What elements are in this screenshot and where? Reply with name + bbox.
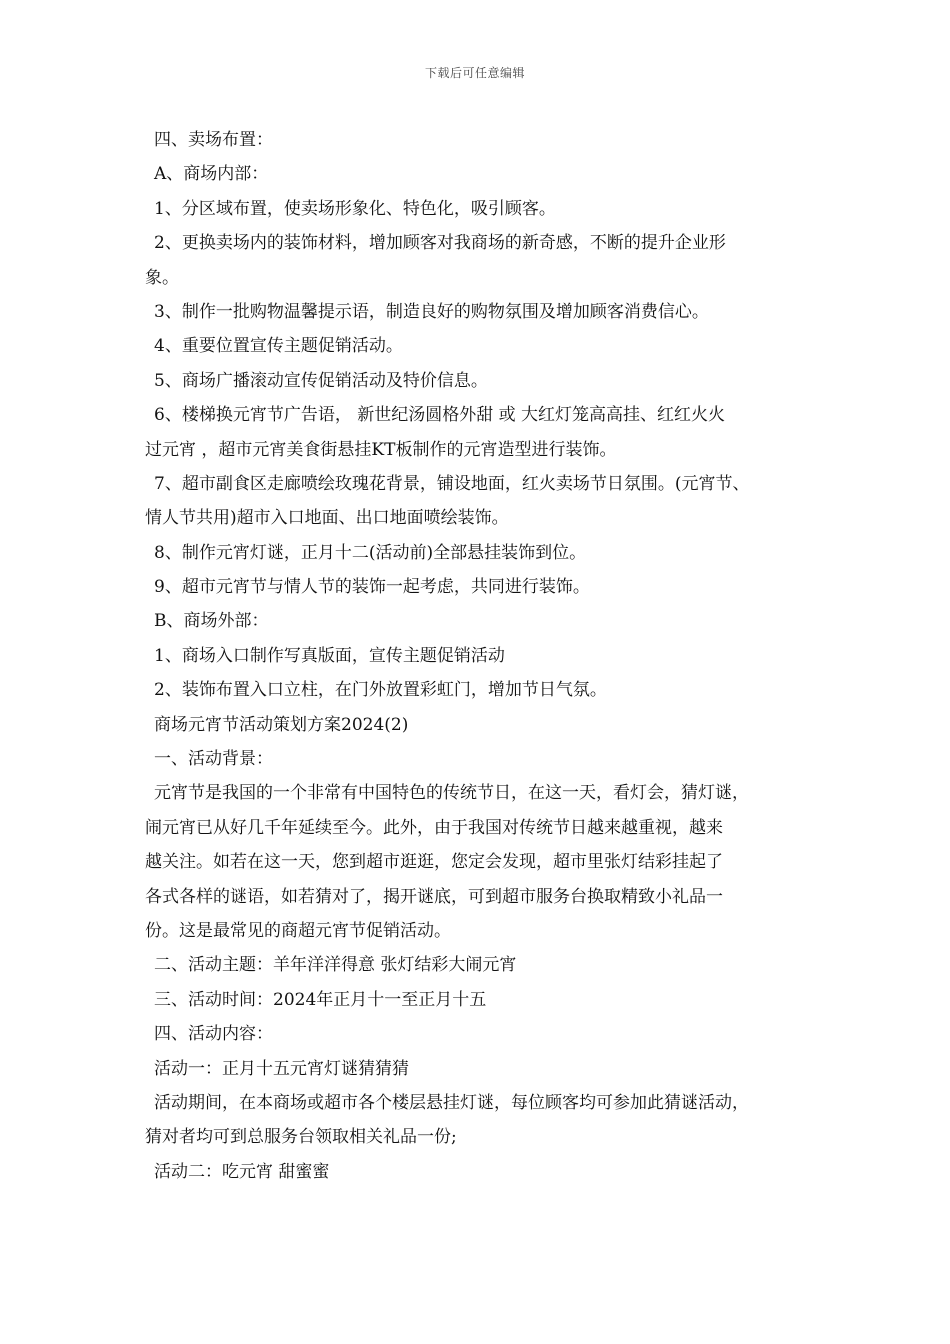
document-body bbox=[145, 123, 835, 1189]
text-line: B、商场外部： bbox=[154, 611, 269, 632]
text-line: 6、楼梯换元宵节广告语， 新世纪汤圆格外甜 或 大红灯笼高高挂、红红火火 bbox=[154, 405, 726, 426]
text-line: 各式各样的谜语，如若猜对了，揭开谜底，可到超市服务台换取精致小礼品一 bbox=[145, 886, 723, 907]
text-line: A、商场内部： bbox=[154, 164, 269, 185]
text-line: 过元宵 ，超市元宵美食街悬挂KT板制作的元宵造型进行装饰。 bbox=[145, 439, 617, 460]
text-line: 1、商场入口制作写真版面，宣传主题促销活动 bbox=[154, 645, 505, 666]
text-line: 越关注。如若在这一天，您到超市逛逛，您定会发现，超市里张灯结彩挂起了 bbox=[145, 852, 723, 873]
text-line: 情人节共用)超市入口地面、出口地面喷绘装饰。 bbox=[145, 508, 509, 529]
text-line: 3、制作一批购物温馨提示语，制造良好的购物氛围及增加顾客消费信心。 bbox=[154, 301, 709, 322]
text-line: 一、活动背景： bbox=[154, 749, 273, 770]
text-line: 四、卖场布置： bbox=[154, 130, 273, 150]
text-line: 活动二：吃元宵 甜蜜蜜 bbox=[154, 1161, 330, 1182]
text-line: 闹元宵已从好几千年延续至今。此外，由于我国对传统节日越来越重视，越来 bbox=[145, 817, 723, 838]
text-line: 活动期间，在本商场或超市各个楼层悬挂灯谜，每位顾客均可参加此猜谜活动， bbox=[154, 1092, 749, 1113]
text-line: 二、活动主题：羊年洋洋得意 张灯结彩大闹元宵 bbox=[154, 955, 517, 976]
text-line: 商场元宵节活动策划方案2024(2) bbox=[154, 714, 409, 735]
text-line: 份。这是最常见的商超元宵节促销活动。 bbox=[145, 920, 451, 941]
text-line: 元宵节是我国的一个非常有中国特色的传统节日，在这一天，看灯会，猜灯谜， bbox=[154, 783, 749, 804]
text-line: 2、装饰布置入口立柱，在门外放置彩虹门，增加节日气氛。 bbox=[154, 680, 607, 701]
text-line: 4、重要位置宣传主题促销活动。 bbox=[154, 336, 403, 357]
text-line: 象。 bbox=[145, 267, 179, 288]
text-line: 四、活动内容： bbox=[154, 1024, 273, 1045]
text-line: 5、商场广播滚动宣传促销活动及特价信息。 bbox=[154, 370, 488, 391]
text-line: 1、分区域布置，使卖场形象化、特色化，吸引顾客。 bbox=[154, 198, 556, 219]
text-line: 9、超市元宵节与情人节的装饰一起考虑，共同进行装饰。 bbox=[154, 577, 590, 598]
text-line: 三、活动时间：2024年正月十一至正月十五 bbox=[154, 989, 487, 1010]
text-line: 8、制作元宵灯谜，正月十二(活动前)全部悬挂装饰到位。 bbox=[154, 542, 587, 563]
text-line: 7、超市副食区走廊喷绘玫瑰花背景，铺设地面，红火卖场节日氛围。(元宵节、 bbox=[154, 473, 750, 494]
text-line: 2、更换卖场内的装饰材料，增加顾客对我商场的新奇感，不断的提升企业形 bbox=[154, 233, 726, 254]
page-header-note: 下载后可任意编辑 bbox=[424, 66, 525, 80]
text-line: 猜对者均可到总服务台领取相关礼品一份; bbox=[145, 1127, 457, 1148]
text-line: 活动一：正月十五元宵灯谜猜猜猜 bbox=[154, 1058, 409, 1079]
